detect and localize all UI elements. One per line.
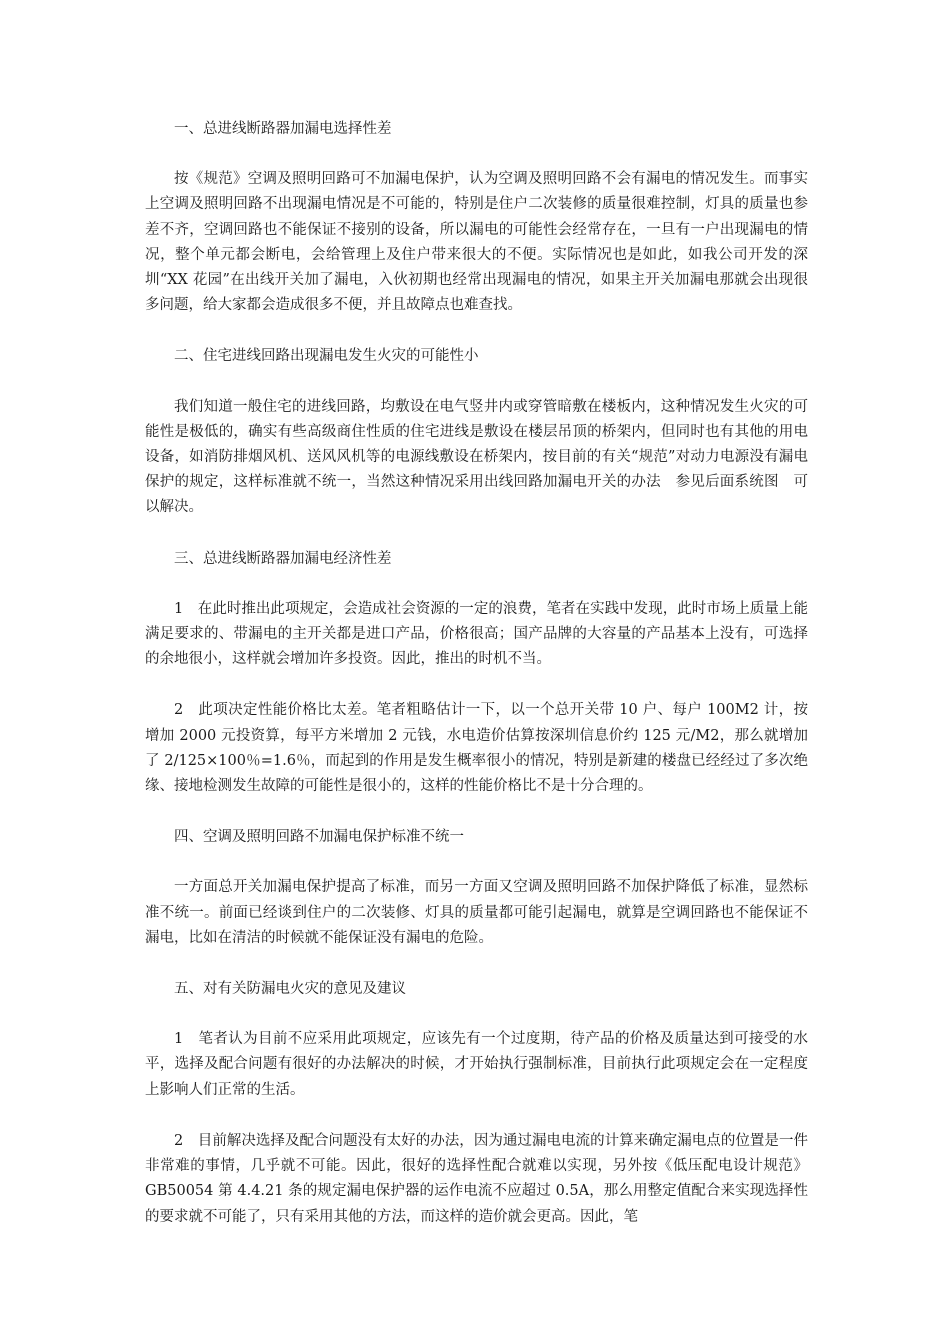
section-heading-2: 二、住宅进线回路出现漏电发生火灾的可能性小	[174, 348, 479, 365]
section-5-paragraph-1: 1 笔者认为目前不应采用此项规定，应该先有一个过度期，待产品的价格及质量达到可接受的水平，选择及配合问题有很好的办法解决的时候，才开始执行强制标准，目前执行此项规定会在一定程度上影响人们正常的生活。	[145, 1031, 808, 1098]
section-4-paragraph-1: 一方面总开关加漏电保护提高了标准，而另一方面又空调及照明回路不加保护降低了标准，显然标准不统一。前面已经谈到住户的二次装修、灯具的质量都可能引起漏电，就算是空调回路也不能保证不漏电，比如在清洁的时候就不能保证没有漏电的危险。	[145, 879, 808, 946]
section-heading-3: 三、总进线断路器加漏电经济性差	[174, 550, 392, 567]
section-heading-1: 一、总进线断路器加漏电选择性差	[174, 121, 392, 137]
section-heading-4: 四、空调及照明回路不加漏电保护标准不统一	[174, 829, 464, 846]
section-3-paragraph-2: 2 此项决定性能价格比太差。笔者粗略估计一下，以一个总开关带 10 户、每户 100M2 计，按增加 2000 元投资算，每平方米增加 2 元钱，水电造价估算按深圳信息价约 125 元/M2，那么就增加了 2/125×100％=1.6％，而起到的作用是发生概率很小的情况，特别是新建的楼盘已经经过了多次绝缘、接地检测发生故障的可能性是很小的，这样的性能价格比不是十分合理的。	[145, 702, 808, 795]
section-2-paragraph-1: 我们知道一般住宅的进线回路，均敷设在电气竖井内或穿管暗敷在楼板内，这种情况发生火灾的可能性是极低的，确实有些高级商住性质的住宅进线是敷设在楼层吊顶的桥架内，但同时也有其他的用电设备，如消防排烟风机、送风风机等的电源线敷设在桥架内，按目前的有关“规范”对动力电源没有漏电保护的规定，这样标准就不统一，当然这种情况采用出线回路加漏电开关的办法 参见后面系统图 可以解决。	[145, 398, 808, 516]
section-heading-5: 五、对有关防漏电火灾的意见及建议	[174, 981, 406, 998]
document-page	[145, 117, 808, 1230]
section-3-paragraph-1: 1 在此时推出此项规定，会造成社会资源的一定的浪费，笔者在实践中发现，此时市场上质量上能满足要求的、带漏电的主开关都是进口产品，价格很高；国产品牌的大容量的产品基本上没有，可选择的余地很小，这样就会增加许多投资。因此，推出的时机不当。	[145, 600, 808, 668]
section-1-paragraph-1: 按《规范》空调及照明回路可不加漏电保护，认为空调及照明回路不会有漏电的情况发生。而事实上空调及照明回路不出现漏电情况是不可能的，特别是住户二次装修的质量很难控制，灯具的质量也参差不齐，空调回路也不能保证不接别的设备，所以漏电的可能性会经常存在，一旦有一户出现漏电的情况，整个单元都会断电，会给管理上及住户带来很大的不便。实际情况也是如此，如我公司开发的深圳“XX 花园”在出线开关加了漏电，入伙初期也经常出现漏电的情况，如果主开关加漏电那就会出现很多问题，给大家都会造成很多不便，并且故障点也难查找。	[145, 171, 808, 314]
section-5-paragraph-2: 2 目前解决选择及配合问题没有太好的办法，因为通过漏电电流的计算来确定漏电点的位置是一件非常难的事情，几乎就不可能。因此，很好的选择性配合就难以实现，另外按《低压配电设计规范》GB50054 第 4.4.21 条的规定漏电保护器的运作电流不应超过 0.5A，那么用整定值配合来实现选择性的要求就不可能了，只有采用其他的方法，而这样的造价就会更高。因此，笔	[145, 1132, 808, 1225]
